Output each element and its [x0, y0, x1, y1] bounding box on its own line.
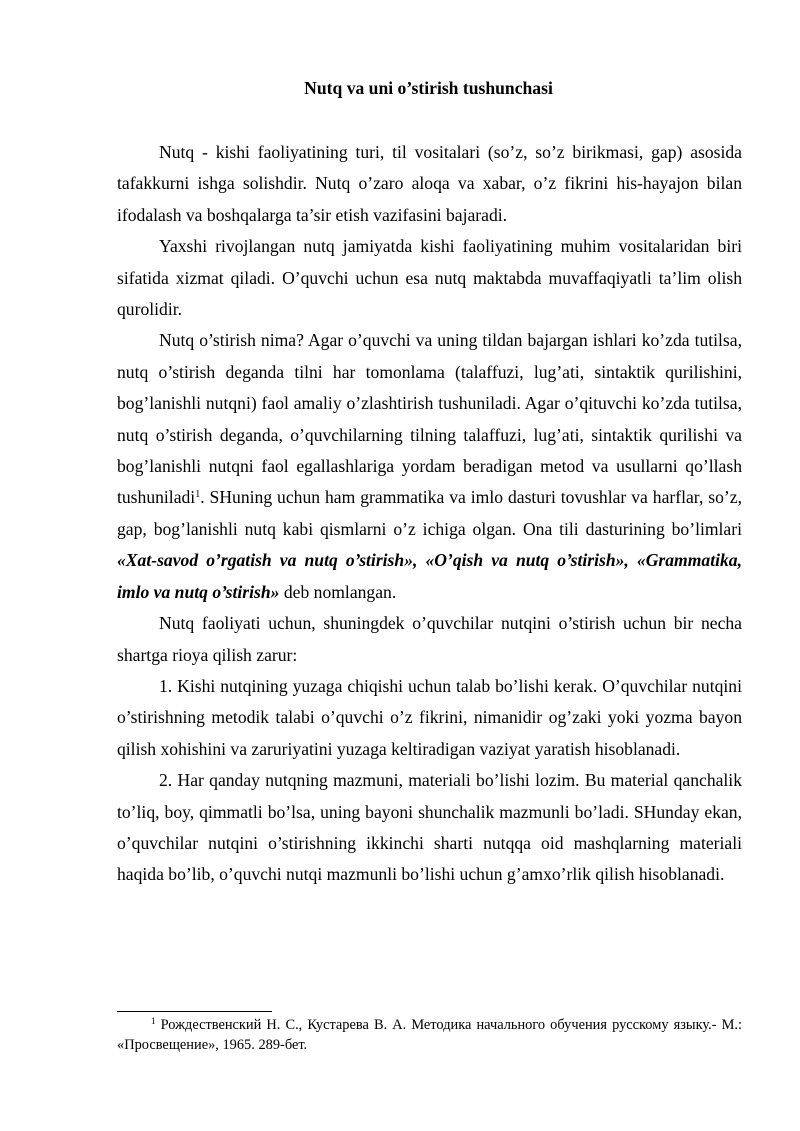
- paragraph-5: 1. Kishi nutqining yuzaga chiqishi uchun talab bo’lishi kerak. O’quvchilar nutqini o’stirishning metodik talabi o’quvchi o’z fikrini, nimanidir og’zaki yoki yozma bayon qilish xohishini va zaruriyatini yuzaga keltiradigan vaziyat yaratish hisoblanadi.: [117, 675, 742, 759]
- footnote-ref[interactable]: 1: [195, 489, 201, 501]
- document-title: Nutq va uni o’stirish tushunchasi: [304, 78, 553, 98]
- paragraph-3-text-a: Nutq o’stirish nima? Agar o’quvchi va uning tildan bajargan ishlari ko’zda tutilsa, nutq o’stirish deganda tilni har tomonlama (talaffuzi, lug’ati, sintaktik qurilishini, bog’lanishli nutqni) faol amaliy o’zlashtirish tushuniladi. Agar o’qituvchi ko’zda tutilsa, nutq o’stirish deganda, o’quvchilarning tilning talaffuzi, lug’ati, sintaktik qurilishi va bog’lanishli nutqni faol egallashlariga yordam beradigan metod va usullarni qo’llash tushuniladi: [117, 330, 742, 508]
- paragraph-2: Yaxshi rivojlangan nutq jamiyatda kishi faoliyatining muhim vositalaridan biri sifatida xizmat qiladi. O’quvchi uchun esa nutq maktabda muvaffaqiyatli ta’lim olish qurolidir.: [117, 236, 742, 320]
- paragraph-1: Nutq - kishi faoliyatining turi, til vositalari (so’z, so’z birikmasi, gap) asosida tafakkurni ishga solishdir. Nutq o’zaro aloqa va xabar, o’z fikrini his-hayajon bilan ifodalash va boshqalarga ta’sir etish vazifasini bajaradi.: [117, 142, 742, 225]
- section-names-emphasis: «Xat-savod o’rgatish va nutq o’stirish», «O’qish va nutq o’stirish», «Grammatika, imlo va nutq o’stirish»: [117, 550, 742, 602]
- footnote-text: Рождественский Н. С., Кустарева В. А. Методика начального обучения русскому языку.- М.: «Просвещение», 1965. 289-бет.: [117, 1017, 742, 1053]
- paragraph-3-text-b: . SHuning uchun ham grammatika va imlo dasturi tovushlar va harflar, so’z, gap, bog’lanishli nutq kabi qismlarni o’z ichiga olgan. Ona tili dasturining bo’limlari: [117, 487, 742, 539]
- paragraph-4: Nutq faoliyati uchun, shuningdek o’quvchilar nutqini o’stirish uchun bir necha shartga rioya qilish zarur:: [117, 613, 742, 665]
- footnote-number: 1: [151, 1016, 156, 1026]
- footnote-separator: [117, 1011, 272, 1012]
- paragraph-3: [117, 325, 742, 608]
- document-body: [117, 137, 742, 891]
- paragraph-6: 2. Har qanday nutqning mazmuni, materiali bo’lishi lozim. Bu material qanchalik to’liq, boy, qimmatli bo’lsa, uning bayoni shunchalik mazmunli bo’ladi. SHunday ekan, o’quvchilar nutqini o’stirishning ikkinchi sharti nutqqa oid mashqlarning materiali haqida bo’lib, o’quvchi nutqi mazmunli bo’lishi uchun g’amxo’rlik qilish hisoblanadi.: [117, 770, 742, 885]
- footnote: [117, 1016, 742, 1055]
- paragraph-3-text-c: deb nomlangan.: [279, 581, 397, 602]
